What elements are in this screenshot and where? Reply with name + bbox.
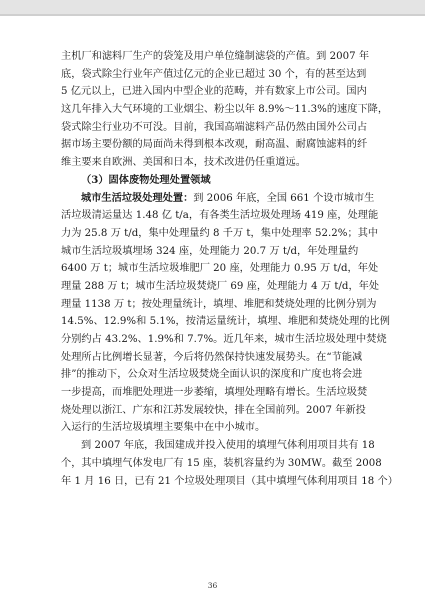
text-line: 6400 万 t；城市生活垃圾堆肥厂 20 座，处理能力 0.95 万 t/d，年处 [61, 263, 379, 275]
text-line: 烧处理以浙江、广东和江苏发展较快，排在全国前列。2007 年新投 [61, 404, 366, 416]
text-line: 维主要来自欧洲、美国和日本，技术改进仍任重道远。 [61, 157, 306, 169]
text-line: 排”的推动下，公众对生活垃圾焚烧全面认识的深度和广度也将会进 [61, 369, 363, 381]
text-line: 据市场主要份额的局面尚未得到根本改观，耐高温、耐腐蚀滤料的纤 [61, 139, 368, 151]
text-line: 一步提高，而堆肥处理进一步萎缩，填埋处理略有增长。生活垃圾焚 [61, 387, 368, 399]
page-number: 36 [207, 581, 218, 590]
text-line: 入运行的生活垃圾填埋主要集中在中小城市。 [61, 422, 266, 434]
text-line: 年 1 月 16 日，已有 21 个垃圾处理项目（其中填埋气体利用项目 18 个） [61, 475, 398, 487]
text-line: 底，袋式除尘行业年产值过亿元的企业已超过 30 个，有的甚至达到 [61, 68, 367, 80]
lead-in-text: 到 2006 年底，全国 661 个设市城市生 [193, 192, 375, 204]
body-text [61, 48, 398, 490]
text-line: 这几年排入大气环境的工业烟尘、粉尘以年 8.9%～11.3%的速度下降， [61, 104, 389, 116]
paragraph-first-line [61, 190, 375, 208]
text-line: 分别约占 43.2%、1.9%和 7.7%。近几年来，城市生活垃圾处理中焚烧 [61, 334, 387, 345]
text-line: 主机厂和滤料厂生产的袋笼及用户单位缝制滤袋的产值。到 2007 年 [61, 51, 370, 62]
text-line: 理量 1138 万 t；按处理量统计，填埋、堆肥和焚烧处理的比例分别为 [61, 298, 377, 310]
section-heading: （3）固体废物处理处置领域 [81, 173, 211, 186]
text-line: 处理所占比例增长显著，今后将仍然保持快速发展势头。在“节能减 [61, 351, 363, 363]
text-line: 活垃圾清运量达 1.48 亿 t/a，有各类生活垃圾处理场 419 座，处理能 [61, 210, 379, 222]
bold-lead-in: 城市生活垃圾处理处置： [81, 191, 194, 204]
text-line: 个，其中填埋气体发电厂有 15 座，装机容量约为 30MW。截至 2008 [61, 457, 382, 469]
text-line: 理量 288 万 t；城市生活垃圾焚烧厂 69 座，处理能力 4 万 t/d，年处 [61, 280, 380, 292]
text-line: 5 亿元以上，已进入国内中型企业的范畴，并有数家上市公司。国内 [61, 86, 367, 98]
text-line: 城市生活垃圾填埋场 324 座，处理能力 20.7 万 t/d，年处理量约 [61, 245, 359, 257]
text-line: 袋式除尘行业功不可没。目前，我国高端滤料产品仍然由国外公司占 [61, 121, 368, 133]
text-line: 到 2007 年底，我国建成并投入使用的填埋气体利用项目共有 18 [81, 440, 375, 452]
text-line: 力为 25.8 万 t/d，集中处理量约 8 千万 t，集中处理率 52.2%；其中 [61, 227, 379, 239]
text-line: 14.5%、12.9%和 5.1%，按清运量统计，填埋、堆肥和焚烧处理的比例 [61, 316, 390, 328]
